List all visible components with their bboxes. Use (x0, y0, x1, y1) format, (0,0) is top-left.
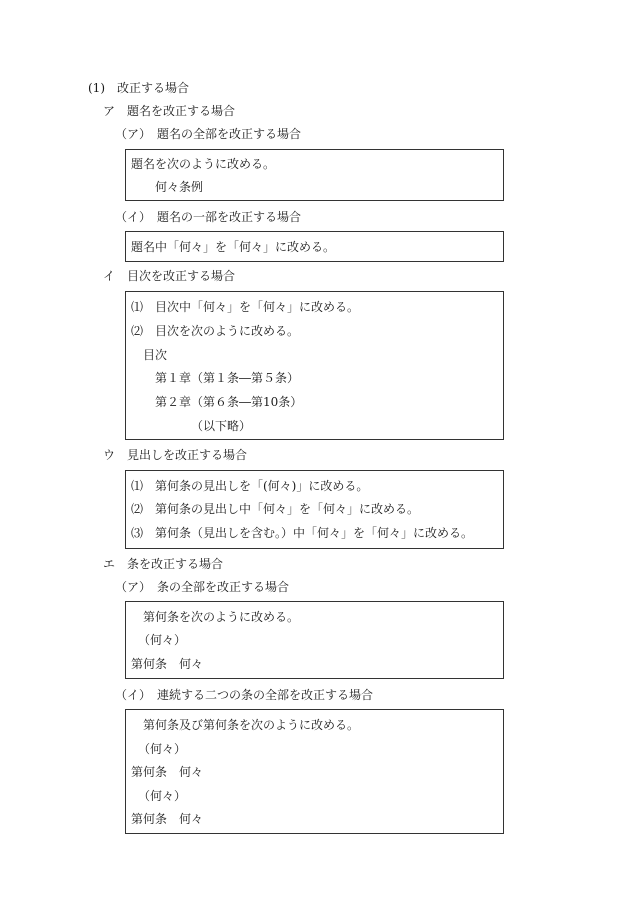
example-line: 第何条及び第何条を次のように改める。 (143, 718, 360, 732)
example-box-article-full (125, 601, 504, 679)
example-line: ⑵ 目次を次のように改める。 (131, 324, 300, 338)
example-line: 目次 (143, 348, 168, 362)
example-line: 第何条 何々 (131, 812, 204, 826)
example-line: ⑴ 目次中「何々」を「何々」に改める。 (131, 300, 360, 314)
example-line: ⑶ 第何条（見出しを含む。）中「何々」を「何々」に改める。 (131, 526, 474, 540)
item-heading-a-2: （イ） 題名の一部を改正する場合 (115, 210, 302, 224)
example-box-title-full (125, 149, 504, 201)
example-line: 題名中「何々」を「何々」に改める。 (131, 240, 336, 254)
example-line: 第何条 何々 (131, 765, 204, 779)
example-line: 第何条 何々 (131, 657, 204, 671)
example-line: 題名を次のように改める。 (131, 157, 276, 171)
example-line: （何々） (138, 789, 187, 803)
example-line: 何々条例 (155, 180, 204, 194)
example-line: 第１章（第１条―第５条） (155, 371, 300, 385)
example-line: 第何条を次のように改める。 (143, 610, 300, 624)
subsection-heading-a: ア 題名を改正する場合 (103, 104, 236, 118)
example-line: ⑵ 第何条の見出し中「何々」を「何々」に改める。 (131, 502, 420, 516)
item-heading-a-1: （ア） 題名の全部を改正する場合 (115, 127, 302, 141)
example-line: （何々） (138, 633, 187, 647)
subsection-heading-i: イ 目次を改正する場合 (103, 269, 236, 283)
example-box-headings (125, 470, 504, 549)
example-line: ⑴ 第何条の見出しを「(何々)」に改める。 (131, 479, 369, 493)
subsection-heading-e: エ 条を改正する場合 (103, 557, 224, 571)
example-line: （何々） (138, 742, 187, 756)
example-line: 第２章（第６条―第10条） (155, 395, 303, 409)
item-heading-e-1: （ア） 条の全部を改正する場合 (115, 580, 290, 594)
example-box-two-articles (125, 709, 504, 834)
example-box-toc (125, 291, 504, 440)
item-heading-e-2: （イ） 連続する二つの条の全部を改正する場合 (115, 688, 374, 702)
example-line: （以下略） (191, 419, 252, 433)
section-heading: (1) 改正する場合 (88, 81, 189, 95)
example-box-title-part (125, 231, 504, 262)
subsection-heading-u: ウ 見出しを改正する場合 (103, 448, 248, 462)
